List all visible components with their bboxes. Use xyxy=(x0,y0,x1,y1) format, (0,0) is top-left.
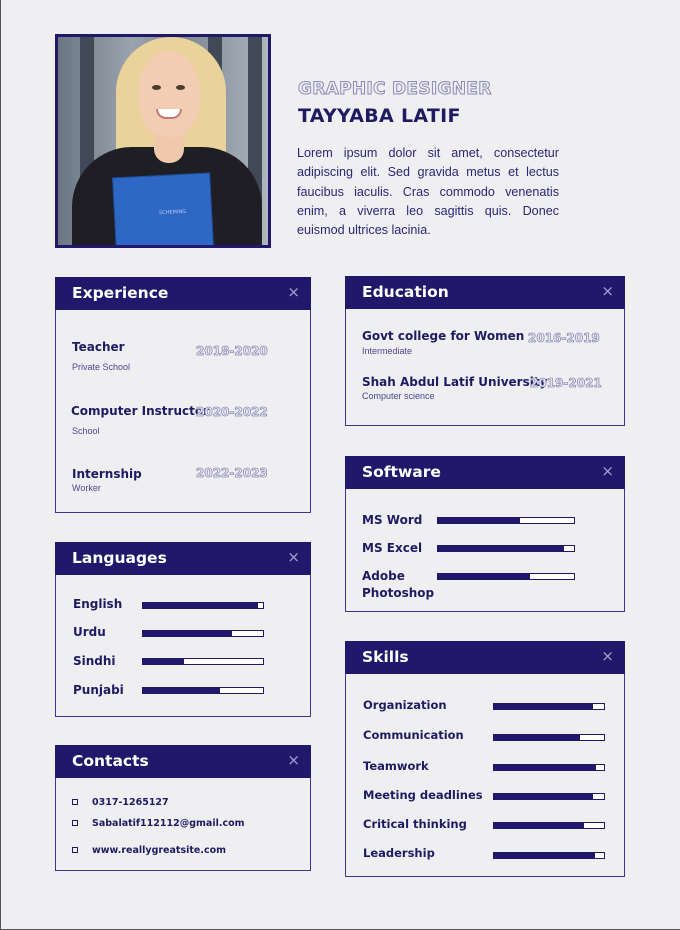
job-title: GRAPHIC DESIGNER xyxy=(298,79,492,99)
skills-header xyxy=(345,641,625,674)
close-icon[interactable]: × xyxy=(287,283,300,301)
software-card xyxy=(345,456,625,612)
education-card xyxy=(345,276,625,426)
skill-level-bar xyxy=(493,734,605,741)
skills-title: Skills xyxy=(362,648,409,666)
language-level-bar xyxy=(142,658,264,665)
skill-name: Organization xyxy=(363,698,447,712)
level-fill xyxy=(143,603,258,608)
software-level-bar xyxy=(437,573,575,580)
skill-level-bar xyxy=(493,852,605,859)
experience-place: Private School xyxy=(72,362,131,372)
level-fill xyxy=(494,794,593,799)
languages-card xyxy=(55,542,311,717)
experience-role: Teacher xyxy=(72,340,125,354)
languages-header xyxy=(55,542,311,575)
language-name: Sindhi xyxy=(73,654,116,668)
language-level-bar xyxy=(142,630,264,637)
eye xyxy=(152,85,161,90)
bullet-icon xyxy=(72,820,78,826)
education-field: Intermediate xyxy=(362,346,413,356)
software-name: Adobe xyxy=(362,569,405,583)
education-field: Computer science xyxy=(362,391,435,401)
blue-folder xyxy=(112,172,214,248)
level-fill xyxy=(438,574,530,579)
bio-paragraph: Lorem ipsum dolor sit amet, consectetur adipiscing elit. Sed gravida metus et lectus faucibus iaculis. Cras commodo venenatis enim, a viverra leo sagittis quis. Donec euismod ultrices lacinia. xyxy=(297,146,559,238)
experience-role: Computer Instructor xyxy=(71,404,210,418)
experience-years: 2018-2020 xyxy=(196,344,268,358)
eye xyxy=(176,85,185,90)
experience-place: School xyxy=(72,426,100,436)
software-name: Photoshop xyxy=(362,586,435,600)
contact-phone[interactable]: 0317-1265127 xyxy=(92,797,169,808)
language-level-bar xyxy=(142,602,264,609)
person-name: TAYYABA LATIF xyxy=(298,105,461,127)
close-icon[interactable]: × xyxy=(287,548,300,566)
education-years: 2016-2019 xyxy=(528,331,600,345)
software-header xyxy=(345,456,625,489)
software-name: MS Word xyxy=(362,513,423,527)
level-fill xyxy=(143,631,232,636)
skill-name: Critical thinking xyxy=(363,817,467,831)
experience-years: 2022-2023 xyxy=(196,466,268,480)
close-icon[interactable]: × xyxy=(601,647,614,665)
language-name: Punjabi xyxy=(73,683,124,697)
level-fill xyxy=(494,765,596,770)
experience-header xyxy=(55,277,311,310)
face xyxy=(138,51,200,137)
contacts-card xyxy=(55,745,311,871)
close-icon[interactable]: × xyxy=(287,751,300,769)
skill-name: Meeting deadlines xyxy=(363,788,483,802)
neck xyxy=(154,133,184,163)
profile-photo xyxy=(55,34,271,248)
contact-website[interactable]: www.reallygreatsite.com xyxy=(92,845,227,856)
skill-level-bar xyxy=(493,764,605,771)
level-fill xyxy=(438,546,564,551)
level-fill xyxy=(494,853,595,858)
contacts-header xyxy=(55,745,311,778)
experience-years: 2020-2022 xyxy=(196,405,268,419)
education-header xyxy=(345,276,625,309)
bullet-icon xyxy=(72,799,78,805)
skill-name: Teamwork xyxy=(363,759,429,773)
skill-level-bar xyxy=(493,793,605,800)
skills-card xyxy=(345,641,625,877)
languages-title: Languages xyxy=(72,549,167,567)
close-icon[interactable]: × xyxy=(601,462,614,480)
level-fill xyxy=(494,704,593,709)
experience-place: Worker xyxy=(72,483,101,493)
skill-level-bar xyxy=(493,822,605,829)
close-icon[interactable]: × xyxy=(601,282,614,300)
skill-level-bar xyxy=(493,703,605,710)
level-fill xyxy=(494,823,584,828)
skill-name: Leadership xyxy=(363,846,435,860)
software-title: Software xyxy=(362,463,441,481)
education-title: Education xyxy=(362,283,449,301)
education-school: Govt college for Women xyxy=(362,329,525,343)
education-years: 2019-2021 xyxy=(530,376,602,390)
language-name: English xyxy=(73,597,123,611)
software-level-bar xyxy=(437,545,575,552)
language-name: Urdu xyxy=(73,625,106,639)
level-fill xyxy=(494,735,580,740)
education-school: Shah Abdul Latif University xyxy=(362,375,548,389)
level-fill xyxy=(143,688,220,693)
level-fill xyxy=(438,518,520,523)
contact-email[interactable]: Sabalatif112112@gmail.com xyxy=(92,818,245,829)
skill-name: Communication xyxy=(363,728,464,742)
folder-text: SCHEMING xyxy=(158,208,187,217)
experience-role: Internship xyxy=(72,467,142,481)
experience-card xyxy=(55,277,311,513)
experience-title: Experience xyxy=(72,284,169,302)
level-fill xyxy=(143,659,184,664)
software-level-bar xyxy=(437,517,575,524)
software-name: MS Excel xyxy=(362,541,423,555)
language-level-bar xyxy=(142,687,264,694)
contacts-title: Contacts xyxy=(72,752,149,770)
bullet-icon xyxy=(72,847,78,853)
